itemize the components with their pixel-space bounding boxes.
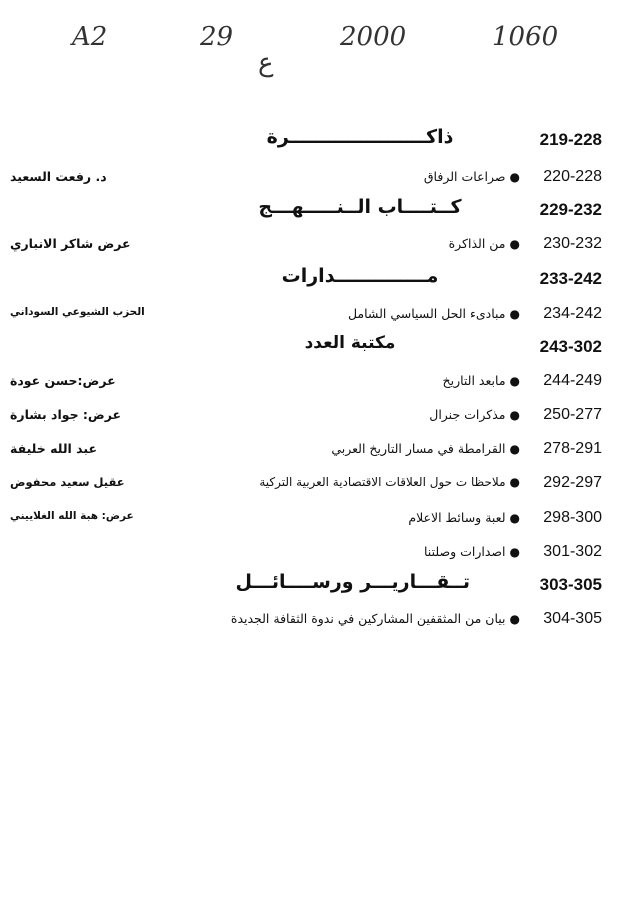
toc-entry: [0, 606, 617, 636]
entry-author: عرض:حسن عودة: [10, 373, 116, 388]
entry-author: د. رفعت السعيد: [10, 169, 107, 184]
bullet-icon: ●: [509, 237, 520, 251]
section-pages: 243-302: [539, 337, 602, 356]
entry-title: ●بيان من المثقفين المشاركين في ندوة الثقافة الجديدة: [230, 611, 520, 626]
section-row: [0, 571, 617, 601]
toc-entry: [0, 470, 617, 500]
toc-entry: [0, 402, 617, 432]
entry-title: ●لعبة وسائط الاعلام: [408, 510, 520, 525]
bullet-icon: ●: [509, 612, 520, 626]
section-title: ذاكـــــــــــــــــــــرة: [266, 126, 454, 148]
section-row: [0, 126, 617, 156]
entry-title: ●اصدارات وصلتنا: [424, 544, 520, 559]
entry-pages: 244-249: [543, 372, 602, 389]
handwritten-note-e: 1060: [492, 22, 559, 52]
handwritten-note-a: A2: [72, 22, 108, 52]
bullet-icon: ●: [509, 442, 520, 456]
entry-author: عرض: هبة الله الغلاييني: [10, 510, 134, 522]
handwritten-note-d: 2000: [340, 22, 407, 52]
handwritten-note-c: ع: [258, 48, 274, 78]
section-title: مــــــــــــــدارات: [281, 265, 439, 287]
entry-title: ●من الذاكرة: [448, 236, 520, 251]
section-row: [0, 265, 617, 295]
entry-pages: 278-291: [543, 440, 602, 457]
bullet-icon: ●: [509, 374, 520, 388]
entry-pages: 292-297: [543, 474, 602, 491]
section-pages: 303-305: [539, 575, 602, 594]
entry-title: ●ملاحظا ت حول العلاقات الاقتصادية العربية التركية: [259, 475, 520, 489]
section-pages: 233-242: [539, 269, 602, 288]
toc-entry: [0, 505, 617, 535]
entry-pages: 301-302: [543, 543, 602, 560]
entry-pages: 220-228: [543, 168, 602, 185]
entry-author: عرض: جواد بشارة: [10, 407, 122, 422]
section-row: [0, 333, 617, 363]
entry-author: عرض شاكر الانباري: [10, 236, 131, 251]
entry-title: ●مبادىء الحل السياسي الشامل: [347, 306, 520, 321]
entry-pages: 304-305: [543, 610, 602, 627]
section-pages: 229-232: [539, 200, 602, 219]
section-row: [0, 196, 617, 226]
toc-entry: [0, 368, 617, 398]
bullet-icon: ●: [509, 408, 520, 422]
toc-entry: [0, 539, 617, 569]
entry-title: ●صراعات الرفاق: [423, 169, 520, 184]
bullet-icon: ●: [509, 475, 520, 489]
entry-title: ●القرامطة في مسار التاريخ العربي: [331, 441, 520, 456]
entry-title: ●مذكرات جنرال: [429, 407, 520, 422]
entry-title: ●مابعد التاريخ: [442, 373, 520, 388]
toc-entry: [0, 164, 617, 194]
section-pages: 219-228: [539, 130, 602, 149]
handwritten-note-b: 29: [200, 22, 234, 52]
bullet-icon: ●: [509, 545, 520, 559]
entry-author: عقيل سعيد محفوض: [10, 475, 125, 489]
entry-pages: 230-232: [543, 235, 602, 252]
entry-author: الحزب الشيوعي السوداني: [10, 306, 145, 318]
entry-pages: 250-277: [543, 406, 602, 423]
section-title: مكتبة العدد: [304, 333, 396, 353]
bullet-icon: ●: [509, 511, 520, 525]
toc-entry: [0, 231, 617, 261]
toc-entry: [0, 436, 617, 466]
toc-entry: [0, 301, 617, 331]
entry-author: عبد الله خليفة: [10, 441, 98, 456]
entry-pages: 234-242: [543, 305, 602, 322]
section-title: كــتــــاب الــنـــــهـــج: [258, 196, 462, 218]
bullet-icon: ●: [509, 307, 520, 321]
entry-pages: 298-300: [543, 509, 602, 526]
section-title: تــقـــاريـــر ورســــائـــل: [235, 571, 470, 593]
bullet-icon: ●: [509, 170, 520, 184]
